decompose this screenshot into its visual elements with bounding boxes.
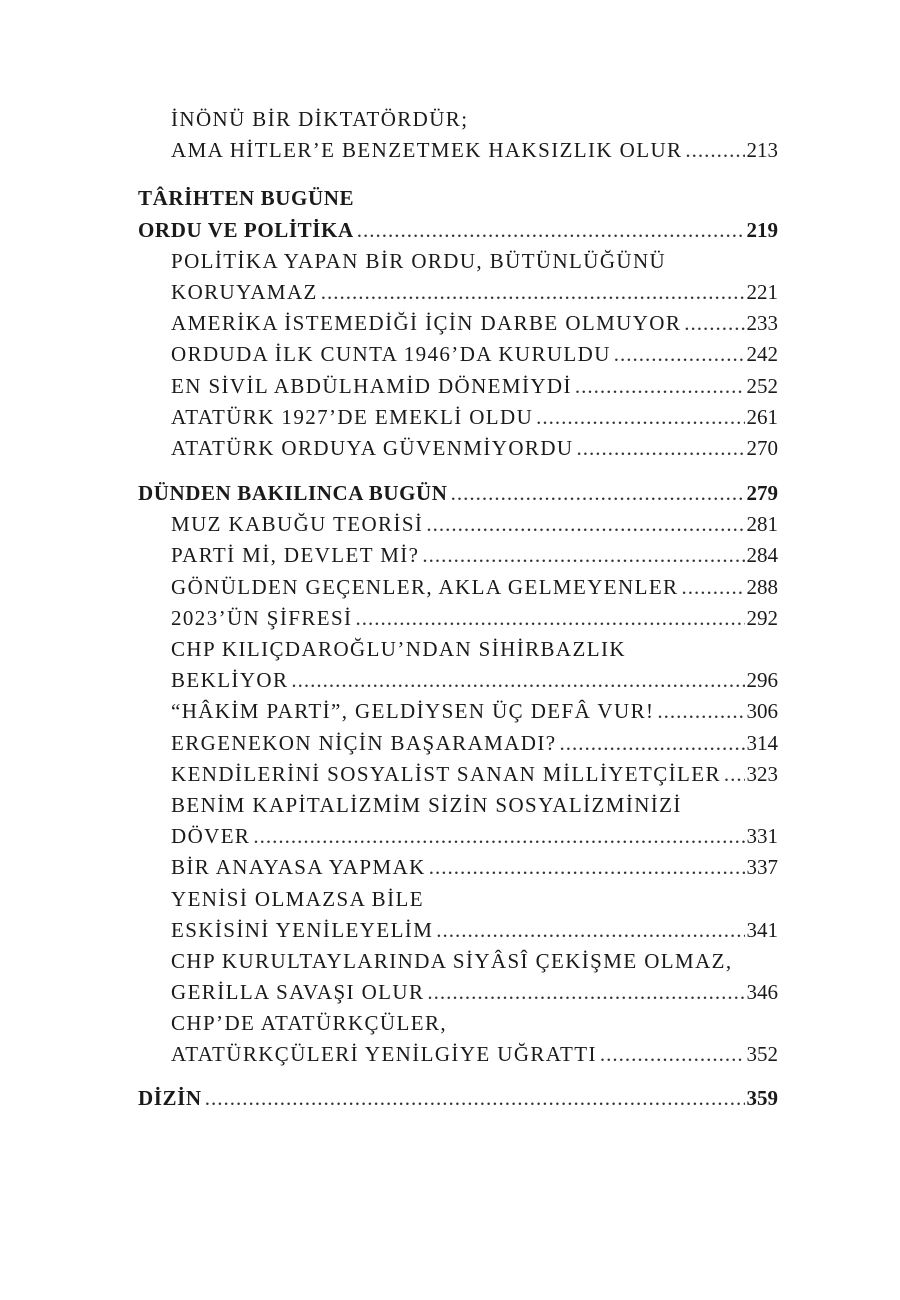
toc-entry-title: KORUYAMAZ bbox=[171, 279, 318, 304]
toc-entry-line bbox=[138, 1008, 778, 1039]
toc-entry-line bbox=[138, 540, 778, 571]
toc-entry-title: ERGENEKON NİÇİN BAŞARAMADI? bbox=[171, 730, 557, 755]
dot-leader bbox=[426, 509, 744, 540]
dot-leader bbox=[657, 696, 744, 727]
toc-page-number: 281 bbox=[746, 512, 778, 537]
toc-entry-line bbox=[138, 603, 778, 634]
toc-entry-line bbox=[138, 821, 778, 852]
toc-page-number: 292 bbox=[746, 605, 778, 630]
toc-section-title: DÜNDEN BAKILINCA BUGÜN bbox=[138, 481, 448, 506]
dot-leader bbox=[357, 215, 745, 246]
toc-section-title: ORDU VE POLİTİKA bbox=[138, 217, 354, 242]
toc-entry-title: ATATÜRK ORDUYA GÜVENMİYORDU bbox=[171, 435, 574, 460]
toc-entry-title: CHP KURULTAYLARINDA SİYÂSÎ ÇEKİŞME OLMAZ, bbox=[171, 948, 733, 973]
toc-entry-title: BENİM KAPİTALİZMİM SİZİN SOSYALİZMİNİZİ bbox=[171, 792, 682, 817]
toc-page-number: 261 bbox=[746, 404, 778, 429]
toc-entry-title: AMERİKA İSTEMEDİĞİ İÇİN DARBE OLMUYOR bbox=[171, 311, 682, 336]
toc-section-heading bbox=[138, 183, 778, 214]
toc-entry-line bbox=[138, 915, 778, 946]
toc-entry-line bbox=[138, 277, 778, 308]
toc-entry-title: BİR ANAYASA YAPMAK bbox=[171, 855, 426, 880]
toc-entry-title: BEKLİYOR bbox=[171, 668, 289, 693]
dot-leader bbox=[576, 433, 744, 464]
toc-entry-line bbox=[138, 371, 778, 402]
dot-leader bbox=[422, 540, 744, 571]
dot-leader bbox=[436, 915, 744, 946]
dot-leader bbox=[536, 402, 744, 433]
toc-entry-title: ATATÜRK 1927’DE EMEKLİ OLDU bbox=[171, 404, 534, 429]
toc-entry-title: ATATÜRKÇÜLERİ YENİLGİYE UĞRATTI bbox=[171, 1042, 597, 1067]
toc-page-number: 213 bbox=[746, 138, 778, 163]
dot-leader bbox=[205, 1083, 745, 1114]
dot-leader bbox=[451, 478, 745, 509]
toc-page-number: 314 bbox=[746, 730, 778, 755]
toc-entry-title: MUZ KABUĞU TEORİSİ bbox=[171, 512, 424, 537]
toc-section-title: DİZİN bbox=[138, 1085, 202, 1110]
toc-entry-title: PARTİ Mİ, DEVLET Mİ? bbox=[171, 543, 420, 568]
toc-entry-line bbox=[138, 665, 778, 696]
toc-entry-title: “HÂKİM PARTİ”, GELDİYSEN ÜÇ DEFÂ VUR! bbox=[171, 699, 655, 724]
toc-page-number: 359 bbox=[746, 1085, 778, 1110]
dot-leader bbox=[253, 821, 744, 852]
toc-entry-line bbox=[138, 246, 778, 277]
toc-entry-line bbox=[138, 1039, 778, 1070]
toc-entry-line bbox=[138, 308, 778, 339]
toc-entry-title: POLİTİKA YAPAN BİR ORDU, BÜTÜNLÜĞÜNÜ bbox=[171, 248, 667, 273]
toc-entry-line bbox=[138, 402, 778, 433]
toc-page-number: 352 bbox=[746, 1042, 778, 1067]
toc-entry-title: GERİLLA SAVAŞI OLUR bbox=[171, 980, 425, 1005]
toc-entry-title: DÖVER bbox=[171, 824, 251, 849]
toc-page-number: 306 bbox=[746, 699, 778, 724]
toc-section-heading bbox=[138, 215, 778, 246]
toc-page-number: 346 bbox=[746, 980, 778, 1005]
toc-page-number: 331 bbox=[746, 824, 778, 849]
toc-page-number: 221 bbox=[746, 279, 778, 304]
toc-section-heading bbox=[138, 1083, 778, 1114]
dot-leader bbox=[681, 572, 744, 603]
toc-entry-title: EN SİVİL ABDÜLHAMİD DÖNEMİYDİ bbox=[171, 373, 572, 398]
dot-leader bbox=[684, 308, 744, 339]
toc-page-number: 323 bbox=[746, 761, 778, 786]
dot-leader bbox=[724, 759, 745, 790]
dot-leader bbox=[427, 977, 744, 1008]
toc-entry-line bbox=[138, 759, 778, 790]
dot-leader bbox=[575, 371, 745, 402]
toc-entry-line bbox=[138, 104, 778, 135]
dot-leader bbox=[355, 603, 744, 634]
toc-section-title: TÂRİHTEN BUGÜNE bbox=[138, 186, 355, 211]
toc-entry-line bbox=[138, 433, 778, 464]
toc-page-number: 288 bbox=[746, 574, 778, 599]
table-of-contents bbox=[138, 104, 778, 1114]
toc-page-number: 284 bbox=[746, 543, 778, 568]
toc-entry-line bbox=[138, 884, 778, 915]
toc-entry-line bbox=[138, 696, 778, 727]
toc-entry-line bbox=[138, 634, 778, 665]
toc-entry-title: 2023’ÜN ŞİFRESİ bbox=[171, 605, 353, 630]
toc-entry-line bbox=[138, 728, 778, 759]
dot-leader bbox=[600, 1039, 745, 1070]
toc-entry-line bbox=[138, 135, 778, 166]
toc-entry-title: YENİSİ OLMAZSA BİLE bbox=[171, 886, 424, 911]
dot-leader bbox=[685, 135, 744, 166]
toc-section-heading bbox=[138, 478, 778, 509]
toc-page-number: 279 bbox=[746, 481, 778, 506]
toc-page-number: 252 bbox=[746, 373, 778, 398]
toc-entry-line bbox=[138, 339, 778, 370]
dot-leader bbox=[559, 728, 744, 759]
toc-entry-line bbox=[138, 946, 778, 977]
toc-page-number: 337 bbox=[746, 855, 778, 880]
dot-leader bbox=[429, 852, 745, 883]
toc-entry-line bbox=[138, 790, 778, 821]
toc-entry-line bbox=[138, 852, 778, 883]
toc-entry-title: İNÖNÜ BİR DİKTATÖRDÜR; bbox=[171, 107, 469, 131]
dot-leader bbox=[321, 277, 745, 308]
toc-entry-title: ESKİSİNİ YENİLEYELİM bbox=[171, 917, 434, 942]
dot-leader bbox=[614, 339, 745, 370]
toc-entry-title: KENDİLERİNİ SOSYALİST SANAN MİLLİYETÇİLER bbox=[171, 761, 721, 786]
toc-page-number: 341 bbox=[746, 917, 778, 942]
toc-page-number: 233 bbox=[746, 311, 778, 336]
toc-page-number: 270 bbox=[746, 435, 778, 460]
toc-entry-title: CHP KILIÇDAROĞLU’NDAN SİHİRBAZLIK bbox=[171, 637, 626, 661]
toc-page-number: 296 bbox=[746, 668, 778, 693]
toc-page-number: 242 bbox=[746, 342, 778, 367]
toc-entry-line bbox=[138, 509, 778, 540]
dot-leader bbox=[291, 665, 744, 696]
toc-entry-title: AMA HİTLER’E BENZETMEK HAKSIZLIK OLUR bbox=[171, 138, 683, 163]
toc-page-number: 219 bbox=[746, 217, 778, 242]
toc-entry-line bbox=[138, 572, 778, 603]
toc-entry-title: GÖNÜLDEN GEÇENLER, AKLA GELMEYENLER bbox=[171, 574, 679, 599]
toc-entry-title: ORDUDA İLK CUNTA 1946’DA KURULDU bbox=[171, 342, 611, 367]
toc-entry-line bbox=[138, 977, 778, 1008]
toc-entry-title: CHP’DE ATATÜRKÇÜLER, bbox=[171, 1011, 448, 1036]
